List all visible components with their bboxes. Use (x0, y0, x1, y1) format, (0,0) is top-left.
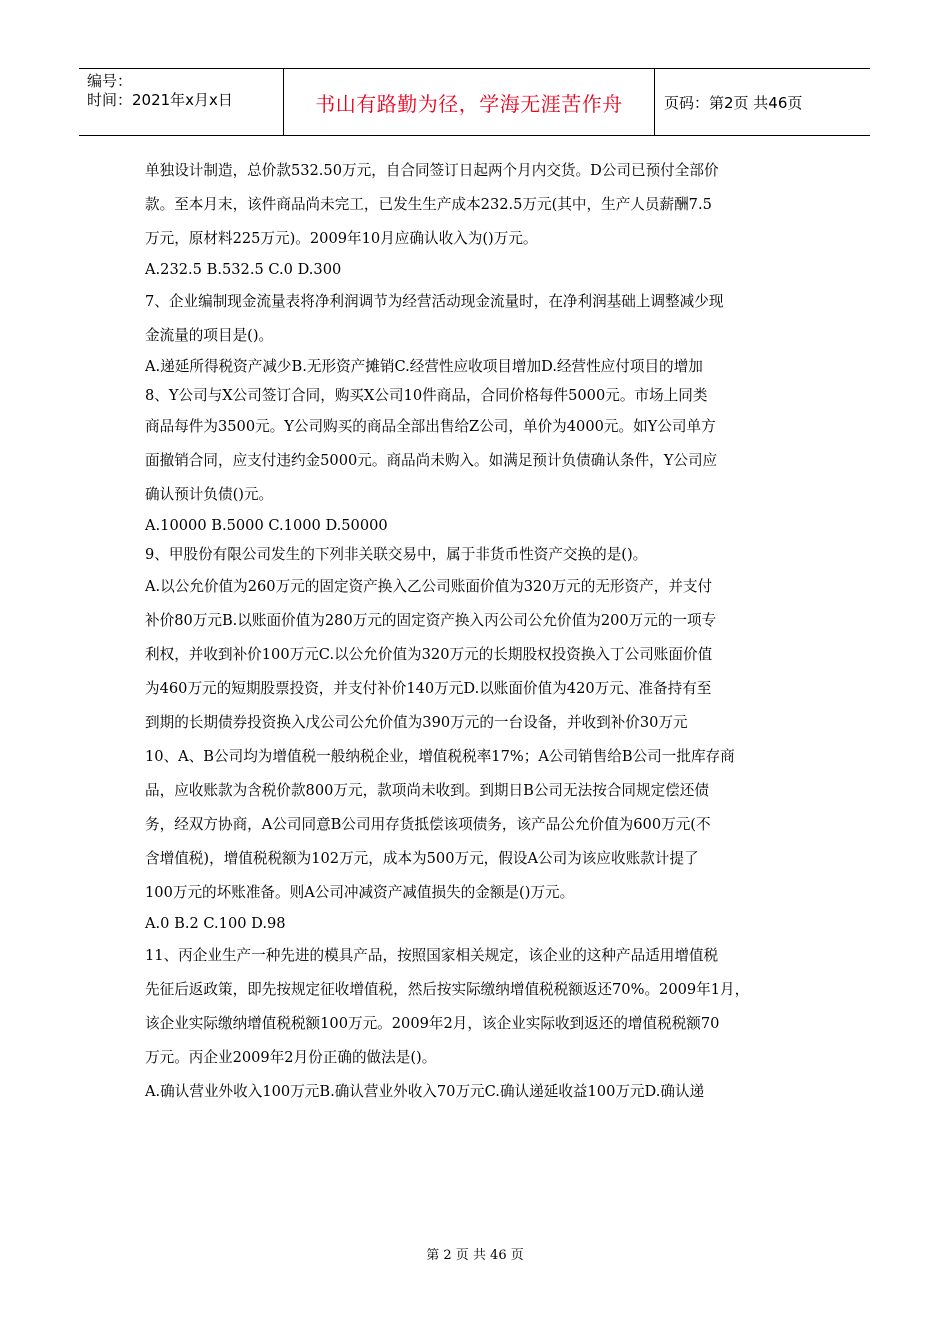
answer-options: A.232.5 B.532.5 C.0 D.300 (145, 261, 342, 278)
header-page-info: 页码：第2页 共46页 (664, 93, 803, 112)
question-line: 品，应收账款为含税价款800万元，款项尚未收到。到期日B公司无法按合同规定偿还债 (145, 781, 709, 799)
question-line: 先征后返政策，即先按规定征收增值税，然后按实际缴纳增值税税额返还70%。2009年1月， (145, 980, 750, 998)
question-line: 该企业实际缴纳增值税税额100万元。2009年2月，该企业实际收到返还的增值税税额70 (145, 1014, 720, 1032)
answer-options: A.以公允价值为260万元的固定资产换入乙公司账面价值为320万元的无形资产，并支付 (145, 577, 713, 595)
question-line: 商品每件为3500元。Y公司购买的商品全部出售给Z公司，单价为4000元。如Y公司单方 (145, 418, 716, 436)
answer-options: 为460万元的短期股票投资，并支付补价140万元D.以账面价值为420万元、准备持有至 (145, 679, 712, 697)
question-line: 10、A、B公司均为增值税一般纳税企业，增值税税率17%；A公司销售给B公司一批库存商 (145, 747, 735, 765)
answer-options: 利权，并收到补价100万元C.以公允价值为320万元的长期股权投资换入丁公司账面价值 (145, 645, 713, 663)
answer-options: A.10000 B.5000 C.1000 D.50000 (145, 517, 388, 535)
text-line: 万元，原材料225万元)。2009年10月应确认收入为()万元。 (145, 230, 538, 247)
document-date-label: 时间：2021年x月x日 (87, 91, 233, 109)
question-line: 11、丙企业生产一种先进的模具产品，按照国家相关规定，该企业的这种产品适用增值税 (145, 946, 719, 964)
question-line: 面撤销合同，应支付违约金5000元。商品尚未购入。如满足预计负债确认条件，Y公司应 (145, 452, 718, 470)
document-number-label: 编号： (87, 72, 133, 90)
answer-options: 补价80万元B.以账面价值为280万元的固定资产换入丙公司公允价值为200万元的一项专 (145, 611, 717, 629)
question-line: 确认预计负债()元。 (145, 486, 274, 504)
page-header (79, 68, 870, 136)
question-line: 9、甲股份有限公司发生的下列非关联交易中，属于非货币性资产交换的是()。 (145, 546, 648, 564)
question-line: 7、企业编制现金流量表将净利润调节为经营活动现金流量时，在净利润基础上调整减少现 (145, 292, 724, 310)
question-line: 含增值税)，增值税税额为102万元，成本为500万元，假设A公司为该应收账款计提了 (145, 849, 699, 867)
page-footer: 第 2 页 共 46 页 (426, 1248, 524, 1263)
text-line: 款。至本月末，该件商品尚未完工，已发生生产成本232.5万元(其中，生产人员薪酬7.5 (145, 196, 712, 213)
question-line: 金流量的项目是()。 (145, 326, 274, 344)
question-line: 100万元的坏账准备。则A公司冲减资产减值损失的金额是()万元。 (145, 883, 575, 901)
document-body (145, 154, 817, 1109)
header-motto: 书山有路勤为径，学海无涯苦作舟 (283, 69, 655, 135)
question-line: 务，经双方协商，A公司同意B公司用存货抵偿该项债务，该产品公允价值为600万元(不 (145, 815, 711, 833)
text-line: 单独设计制造，总价款532.50万元，自合同签订日起两个月内交货。D公司已预付全部价 (145, 162, 719, 179)
answer-options: 到期的长期债券投资换入戊公司公允价值为390万元的一台设备，并收到补价30万元 (145, 713, 688, 731)
answer-options: A.确认营业外收入100万元B.确认营业外收入70万元C.确认递延收益100万元D.确认递 (145, 1082, 705, 1100)
question-line: 万元。丙企业2009年2月份正确的做法是()。 (145, 1048, 437, 1066)
answer-options: A.递延所得税资产减少B.无形资产摊销C.经营性应收项目增加D.经营性应付项目的增加 (145, 357, 703, 375)
header-meta (79, 69, 283, 135)
answer-options: A.0 B.2 C.100 D.98 (145, 914, 286, 932)
question-line: 8、Y公司与X公司签订合同，购买X公司10件商品，合同价格每件5000元。市场上同类 (145, 386, 708, 404)
